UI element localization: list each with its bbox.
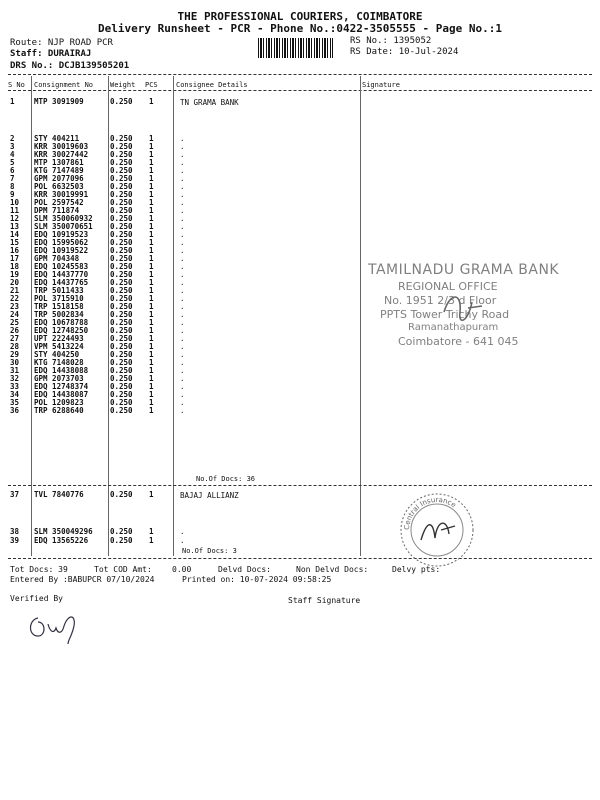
- row-sno: 38: [10, 527, 20, 536]
- row-consignment: VPM 5413224: [34, 342, 84, 351]
- row-weight: 0.250: [110, 278, 133, 287]
- row-pcs: 1: [149, 142, 154, 151]
- row-pcs: 1: [149, 390, 154, 399]
- table-row: [0, 383, 600, 391]
- row-sno: 2: [10, 134, 15, 143]
- row-weight: 0.250: [110, 406, 133, 415]
- col-consignment: Consignment No: [34, 81, 94, 89]
- row-pcs: 1: [149, 166, 154, 175]
- row-consignment: EDQ 12748374: [34, 382, 89, 391]
- row-pcs: 1: [149, 374, 154, 383]
- table-row: [0, 191, 600, 199]
- row-consignment: EDQ 12748250: [34, 326, 89, 335]
- row-sno: 34: [10, 390, 20, 399]
- stamp-line: TAMILNADU GRAMA BANK: [368, 262, 560, 278]
- row-dot: .: [180, 206, 185, 215]
- row-sno: 15: [10, 238, 20, 247]
- row-pcs: 1: [149, 214, 154, 223]
- table-row: [0, 399, 600, 407]
- row-dot: .: [180, 238, 185, 247]
- row-weight: 0.250: [110, 358, 133, 367]
- row-consignment: MTP 3091909: [34, 97, 84, 106]
- row-pcs: 1: [149, 286, 154, 295]
- row-dot: .: [180, 134, 185, 143]
- row-weight: 0.250: [110, 198, 133, 207]
- row-pcs: 1: [149, 527, 154, 536]
- row-consignment: GPM 704348: [34, 254, 80, 263]
- table-row: [0, 135, 600, 143]
- row-pcs: 1: [149, 150, 154, 159]
- row-pcs: 1: [149, 318, 154, 327]
- row-weight: 0.250: [110, 222, 133, 231]
- delivery-points: Delvy pts:: [392, 565, 441, 574]
- stamp-line: PPTS Tower Trichy Road: [380, 308, 510, 321]
- row-sno: 17: [10, 254, 20, 263]
- row-dot: .: [180, 406, 185, 415]
- row-sno: 29: [10, 350, 20, 359]
- col-consignee: Consignee Details: [176, 81, 248, 89]
- row-sno: 13: [10, 222, 20, 231]
- row-consignment: SLM 350060932: [34, 214, 93, 223]
- row-weight: 0.250: [110, 142, 133, 151]
- row-pcs: 1: [149, 294, 154, 303]
- row-dot: .: [180, 142, 185, 151]
- row-dot: .: [180, 326, 185, 335]
- row-sno: 20: [10, 278, 20, 287]
- row-weight: 0.250: [110, 214, 133, 223]
- row-consignment: MTP 1307861: [34, 158, 84, 167]
- row-weight: 0.250: [110, 294, 133, 303]
- row-consignment: EDQ 10919522: [34, 246, 89, 255]
- row-pcs: 1: [149, 206, 154, 215]
- row-dot: .: [180, 382, 185, 391]
- row-dot: .: [180, 198, 185, 207]
- row-consignment: UPT 2224493: [34, 334, 84, 343]
- row-weight: 0.250: [110, 326, 133, 335]
- row-pcs: 1: [149, 174, 154, 183]
- row-dot: .: [180, 342, 185, 351]
- staff-label: Staff: DURAIRAJ: [10, 49, 92, 59]
- table-row: [0, 491, 600, 499]
- row-sno: 37: [10, 490, 20, 499]
- row-sno: 4: [10, 150, 15, 159]
- row-dot: .: [180, 358, 185, 367]
- non-delivered-docs: Non Delvd Docs:: [296, 565, 369, 574]
- row-dot: .: [180, 527, 185, 536]
- row-pcs: 1: [149, 490, 154, 499]
- row-dot: .: [180, 536, 185, 545]
- row-pcs: 1: [149, 198, 154, 207]
- row-consignment: SLM 350049296: [34, 527, 93, 536]
- row-pcs: 1: [149, 254, 154, 263]
- row-dot: .: [180, 246, 185, 255]
- bank-stamp: [368, 262, 558, 372]
- row-consignment: TVL 7840776: [34, 490, 84, 499]
- row-weight: 0.250: [110, 527, 133, 536]
- table-row: [0, 151, 600, 159]
- table-row: [0, 231, 600, 239]
- row-dot: .: [180, 174, 185, 183]
- row-pcs: 1: [149, 246, 154, 255]
- row-sno: 19: [10, 270, 20, 279]
- row-pcs: 1: [149, 158, 154, 167]
- row-consignment: KRR 30019603: [34, 142, 89, 151]
- row-sno: 1: [10, 97, 15, 106]
- row-weight: 0.250: [110, 302, 133, 311]
- drs-number: DRS No.: DCJB139505201: [10, 61, 130, 71]
- row-consignment: SLM 350070651: [34, 222, 93, 231]
- row-dot: .: [180, 350, 185, 359]
- table-row: [0, 223, 600, 231]
- row-consignment: STY 404250: [34, 350, 80, 359]
- row-consignment: EDQ 14437765: [34, 278, 89, 287]
- row-consignment: EDQ 14438087: [34, 390, 89, 399]
- row-dot: .: [180, 166, 185, 175]
- row-pcs: 1: [149, 270, 154, 279]
- row-dot: .: [180, 182, 185, 191]
- verified-by-label: Verified By: [10, 594, 63, 603]
- col-weight: Weight: [110, 81, 136, 89]
- row-weight: 0.250: [110, 166, 133, 175]
- row-pcs: 1: [149, 398, 154, 407]
- rs-number: RS No.: 1395052: [350, 36, 432, 46]
- row-consignment: TRP 5011433: [34, 286, 84, 295]
- stamp-line: Coimbatore - 641 045: [398, 335, 519, 348]
- row-consignment: KRR 30019991: [34, 190, 89, 199]
- col-sno: S No: [8, 81, 25, 89]
- header-divider: [8, 74, 592, 75]
- row-pcs: 1: [149, 382, 154, 391]
- row-sno: 25: [10, 318, 20, 327]
- row-sno: 31: [10, 366, 20, 375]
- row-pcs: 1: [149, 134, 154, 143]
- row-pcs: 1: [149, 278, 154, 287]
- colhdr-divider: [8, 90, 592, 91]
- row-weight: 0.250: [110, 262, 133, 271]
- table-row: [0, 407, 600, 415]
- row-sno: 26: [10, 326, 20, 335]
- row-sno: 33: [10, 382, 20, 391]
- row-sno: 9: [10, 190, 15, 199]
- row-weight: 0.250: [110, 190, 133, 199]
- table-bottom-divider: [8, 558, 592, 559]
- row-sno: 39: [10, 536, 20, 545]
- col-pcs: PCS: [145, 81, 158, 89]
- row-dot: .: [180, 158, 185, 167]
- row-pcs: 1: [149, 406, 154, 415]
- row-dot: .: [180, 262, 185, 271]
- row-weight: 0.250: [110, 490, 133, 499]
- table-row: [0, 183, 600, 191]
- stamp-line: REGIONAL OFFICE: [398, 280, 498, 293]
- row-sno: 23: [10, 302, 20, 311]
- row-weight: 0.250: [110, 334, 133, 343]
- row-sno: 14: [10, 230, 20, 239]
- delivered-docs: Delvd Docs:: [218, 565, 271, 574]
- row-weight: 0.250: [110, 318, 133, 327]
- row-pcs: 1: [149, 302, 154, 311]
- table-row: [0, 199, 600, 207]
- row-consignment: EDQ 15995062: [34, 238, 89, 247]
- barcode-image: [258, 38, 333, 58]
- row-consignment: POL 3715910: [34, 294, 84, 303]
- row-weight: 0.250: [110, 270, 133, 279]
- row-pcs: 1: [149, 366, 154, 375]
- row-consignment: TRP 5002834: [34, 310, 84, 319]
- company-title: THE PROFESSIONAL COURIERS, COIMBATORE: [177, 10, 423, 23]
- row-sno: 7: [10, 174, 15, 183]
- row-consignment: POL 6632503: [34, 182, 84, 191]
- row-sno: 24: [10, 310, 20, 319]
- row-pcs: 1: [149, 238, 154, 247]
- row-consignment: EDQ 14438088: [34, 366, 89, 375]
- row-weight: 0.250: [110, 366, 133, 375]
- row-pcs: 1: [149, 536, 154, 545]
- row-consignment: KTG 7147489: [34, 166, 84, 175]
- total-cod-value: 0.00: [172, 565, 192, 574]
- entered-by: Entered By :BABUPCR 07/10/2024: [10, 575, 155, 584]
- row-weight: 0.250: [110, 536, 133, 545]
- row-weight: 0.250: [110, 342, 133, 351]
- table-row: [0, 375, 600, 383]
- table-row: [0, 159, 600, 167]
- row-pcs: 1: [149, 97, 154, 106]
- group-docs-count: No.Of Docs: 3: [182, 547, 237, 555]
- stamp-line: No. 1951 2/3 d Floor: [384, 294, 497, 307]
- row-sno: 16: [10, 246, 20, 255]
- row-consignment: GPM 2073703: [34, 374, 84, 383]
- table-row: [0, 537, 600, 545]
- stamp-line: Ramanathapuram: [408, 322, 499, 333]
- row-pcs: 1: [149, 334, 154, 343]
- row-weight: 0.250: [110, 286, 133, 295]
- row-consignment: TRP 1518158: [34, 302, 84, 311]
- row-weight: 0.250: [110, 310, 133, 319]
- row-dot: .: [180, 214, 185, 223]
- row-consignment: EDQ 10245583: [34, 262, 89, 271]
- row-consignment: POL 1209823: [34, 398, 84, 407]
- row-dot: .: [180, 366, 185, 375]
- row-pcs: 1: [149, 230, 154, 239]
- total-cod-label: Tot COD Amt:: [94, 565, 152, 574]
- row-weight: 0.250: [110, 254, 133, 263]
- table-row: [0, 247, 600, 255]
- row-dot: .: [180, 270, 185, 279]
- row-weight: 0.250: [110, 382, 133, 391]
- row-weight: 0.250: [110, 158, 133, 167]
- printed-on: Printed on: 10-07-2024 09:58:25: [182, 575, 332, 584]
- row-sno: 36: [10, 406, 20, 415]
- row-consignment: KTG 7148028: [34, 358, 84, 367]
- row-sno: 32: [10, 374, 20, 383]
- row-dot: .: [180, 278, 185, 287]
- row-pcs: 1: [149, 310, 154, 319]
- row-dot: .: [180, 374, 185, 383]
- row-dot: .: [180, 190, 185, 199]
- row-sno: 6: [10, 166, 15, 175]
- col-signature: Signature: [362, 81, 400, 89]
- row-consignment: TRP 6288640: [34, 406, 84, 415]
- row-sno: 12: [10, 214, 20, 223]
- group-docs-count: No.Of Docs: 36: [196, 475, 256, 483]
- row-dot: .: [180, 150, 185, 159]
- insurance-seal: [397, 490, 477, 570]
- table-row: [0, 143, 600, 151]
- row-sno: 22: [10, 294, 20, 303]
- total-docs: Tot Docs: 39: [10, 565, 68, 574]
- row-weight: 0.250: [110, 398, 133, 407]
- row-pcs: 1: [149, 358, 154, 367]
- row-consignment: GPM 2077096: [34, 174, 84, 183]
- row-sno: 30: [10, 358, 20, 367]
- row-pcs: 1: [149, 222, 154, 231]
- row-dot: .: [180, 318, 185, 327]
- table-row: [0, 239, 600, 247]
- row-weight: 0.250: [110, 134, 133, 143]
- row-pcs: 1: [149, 262, 154, 271]
- row-weight: 0.250: [110, 246, 133, 255]
- row-pcs: 1: [149, 342, 154, 351]
- row-sno: 18: [10, 262, 20, 271]
- row-weight: 0.250: [110, 350, 133, 359]
- row-consignment: POL 2597542: [34, 198, 84, 207]
- table-row: [0, 98, 600, 106]
- row-dot: .: [180, 398, 185, 407]
- rs-date: RS Date: 10-Jul-2024: [350, 47, 459, 57]
- row-sno: 35: [10, 398, 20, 407]
- row-dot: .: [180, 254, 185, 263]
- consignee-name: TN GRAMA BANK: [180, 98, 239, 107]
- row-dot: .: [180, 390, 185, 399]
- row-weight: 0.250: [110, 390, 133, 399]
- row-sno: 28: [10, 342, 20, 351]
- row-sno: 21: [10, 286, 20, 295]
- row-consignment: EDQ 10919523: [34, 230, 89, 239]
- consignee-name: BAJAJ ALLIANZ: [180, 491, 239, 500]
- table-row: [0, 167, 600, 175]
- table-row: [0, 528, 600, 536]
- verifier-signature: [24, 606, 94, 646]
- staff-signature-label: Staff Signature: [288, 596, 361, 605]
- row-pcs: 1: [149, 182, 154, 191]
- row-consignment: KRR 30027442: [34, 150, 89, 159]
- seal-text: Central Insurance: [402, 495, 458, 531]
- row-sno: 11: [10, 206, 20, 215]
- row-weight: 0.250: [110, 374, 133, 383]
- row-sno: 5: [10, 158, 15, 167]
- row-consignment: EDQ 13565226: [34, 536, 89, 545]
- row-dot: .: [180, 310, 185, 319]
- row-consignment: EDQ 10678788: [34, 318, 89, 327]
- row-dot: .: [180, 230, 185, 239]
- row-weight: 0.250: [110, 238, 133, 247]
- row-weight: 0.250: [110, 174, 133, 183]
- row-sno: 3: [10, 142, 15, 151]
- row-dot: .: [180, 222, 185, 231]
- row-weight: 0.250: [110, 182, 133, 191]
- row-dot: .: [180, 294, 185, 303]
- table-row: [0, 175, 600, 183]
- row-pcs: 1: [149, 326, 154, 335]
- runsheet-subtitle: Delivery Runsheet - PCR - Phone No.:0422-3505555 - Page No.:1: [98, 22, 502, 35]
- table-row: [0, 391, 600, 399]
- row-pcs: 1: [149, 190, 154, 199]
- route-label: Route: NJP ROAD PCR: [10, 38, 113, 48]
- row-consignment: EDQ 14437770: [34, 270, 89, 279]
- row-sno: 10: [10, 198, 20, 207]
- row-weight: 0.250: [110, 230, 133, 239]
- row-consignment: STY 404211: [34, 134, 80, 143]
- row-dot: .: [180, 302, 185, 311]
- row-consignment: DPM 711874: [34, 206, 80, 215]
- group-divider: [8, 485, 592, 486]
- row-dot: .: [180, 286, 185, 295]
- row-pcs: 1: [149, 350, 154, 359]
- stamp-signature: [438, 282, 488, 332]
- row-dot: .: [180, 334, 185, 343]
- row-sno: 8: [10, 182, 15, 191]
- row-weight: 0.250: [110, 206, 133, 215]
- row-sno: 27: [10, 334, 20, 343]
- row-weight: 0.250: [110, 150, 133, 159]
- row-weight: 0.250: [110, 97, 133, 106]
